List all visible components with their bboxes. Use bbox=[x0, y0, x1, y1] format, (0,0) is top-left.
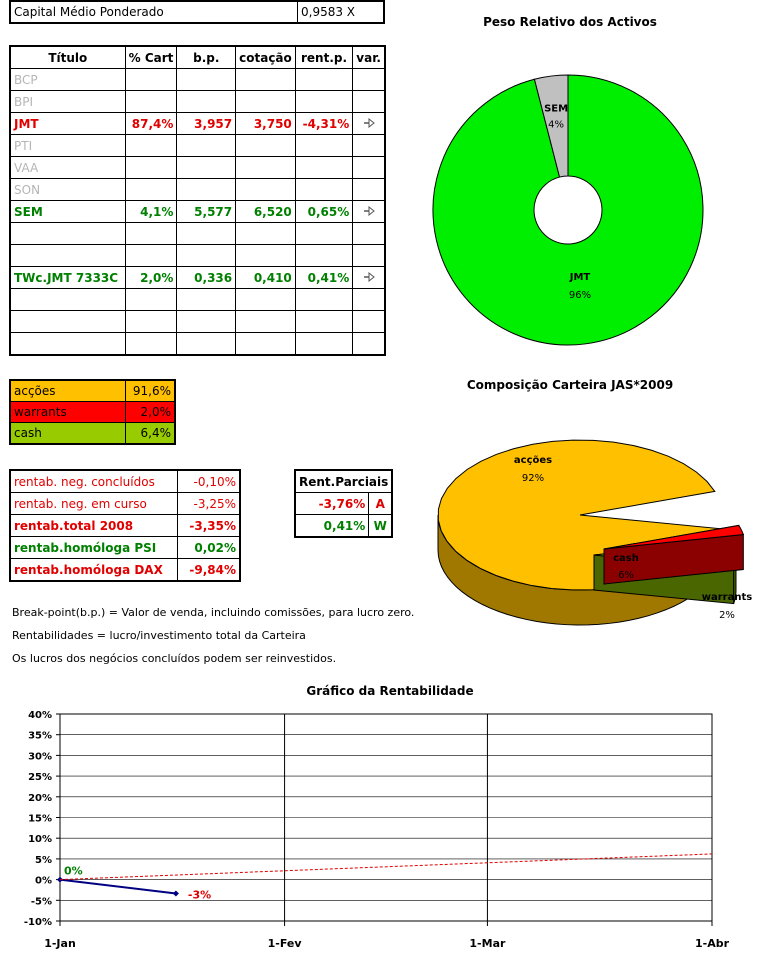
asset-cart bbox=[125, 223, 177, 245]
asset-name bbox=[10, 223, 125, 245]
pie3d-label-warrants: warrants bbox=[701, 592, 753, 603]
asset-cotacao bbox=[236, 91, 296, 113]
asset-name bbox=[10, 245, 125, 267]
parciais-value: 0,41% bbox=[295, 515, 369, 538]
y-tick-label: 5% bbox=[35, 854, 52, 866]
asset-name bbox=[10, 333, 125, 356]
y-tick-label: 15% bbox=[28, 813, 52, 825]
parciais-tag: A bbox=[369, 493, 393, 515]
asset-cotacao: 0,410 bbox=[236, 267, 296, 289]
col-titulo: Título bbox=[10, 46, 125, 69]
asset-rent bbox=[295, 179, 353, 201]
asset-rent bbox=[295, 91, 353, 113]
asset-cotacao bbox=[236, 179, 296, 201]
asset-var bbox=[353, 135, 385, 157]
col-bp: b.p. bbox=[177, 46, 236, 69]
x-tick-label: 1-Jan bbox=[44, 937, 76, 950]
asset-bp bbox=[177, 333, 236, 356]
asset-bp: 0,336 bbox=[177, 267, 236, 289]
slice-label-jmt: JMT bbox=[569, 272, 591, 283]
table-row bbox=[10, 333, 385, 356]
composition-row bbox=[10, 380, 175, 402]
y-tick-label: 20% bbox=[28, 792, 52, 804]
table-row bbox=[10, 135, 385, 157]
slice-value-jmt: 96% bbox=[568, 290, 592, 301]
asset-cotacao bbox=[236, 223, 296, 245]
table-row bbox=[10, 113, 385, 135]
table-row bbox=[10, 223, 385, 245]
composition-row bbox=[10, 402, 175, 423]
asset-cotacao bbox=[236, 245, 296, 267]
rentab-row bbox=[10, 559, 240, 582]
point-label: -3% bbox=[187, 888, 212, 902]
composition-label: cash bbox=[10, 423, 126, 445]
col-var: var. bbox=[353, 46, 385, 69]
y-tick-label: -5% bbox=[30, 896, 52, 908]
asset-bp bbox=[177, 157, 236, 179]
pie-3d-chart bbox=[400, 400, 762, 630]
pie3d-label-accoes: acções bbox=[513, 455, 553, 466]
asset-rent bbox=[295, 289, 353, 311]
table-row bbox=[10, 245, 385, 267]
asset-cart bbox=[125, 311, 177, 333]
table-row bbox=[10, 201, 385, 223]
rentab-label: rentab.total 2008 bbox=[10, 515, 178, 537]
capital-value: 0,9583 X bbox=[298, 1, 385, 23]
asset-bp: 5,577 bbox=[177, 201, 236, 223]
asset-name: PTI bbox=[10, 135, 125, 157]
pie3d-value-accoes: 92% bbox=[521, 473, 545, 484]
parciais-table bbox=[294, 469, 393, 538]
table-row bbox=[10, 157, 385, 179]
point-label: 0% bbox=[64, 864, 83, 878]
parciais-row bbox=[295, 515, 392, 538]
y-tick-label: 0% bbox=[35, 875, 52, 887]
y-tick-label: 25% bbox=[28, 772, 52, 784]
asset-name: BPI bbox=[10, 91, 125, 113]
asset-cart: 4,1% bbox=[125, 201, 177, 223]
asset-rent bbox=[295, 245, 353, 267]
asset-var bbox=[353, 69, 385, 91]
y-tick-label: 30% bbox=[28, 751, 52, 763]
composition-value: 2,0% bbox=[126, 402, 176, 423]
asset-cart: 87,4% bbox=[125, 113, 177, 135]
asset-bp bbox=[177, 91, 236, 113]
line-chart bbox=[0, 700, 762, 962]
composition-label: warrants bbox=[10, 402, 126, 423]
asset-cart bbox=[125, 157, 177, 179]
asset-name: BCP bbox=[10, 69, 125, 91]
asset-cart bbox=[125, 245, 177, 267]
asset-var bbox=[353, 245, 385, 267]
pie3d-label-cash: cash bbox=[613, 553, 639, 564]
x-tick-label: 1-Abr bbox=[694, 937, 730, 950]
rentab-label: rentab. neg. concluídos bbox=[10, 470, 178, 493]
asset-bp bbox=[177, 69, 236, 91]
asset-var bbox=[353, 91, 385, 113]
chart3-title: Gráfico da Rentabilidade bbox=[306, 684, 474, 698]
asset-bp bbox=[177, 223, 236, 245]
asset-rent bbox=[295, 333, 353, 356]
asset-rent bbox=[295, 135, 353, 157]
rentab-row bbox=[10, 515, 240, 537]
asset-cotacao bbox=[236, 135, 296, 157]
asset-var bbox=[353, 201, 385, 223]
asset-rent: 0,41% bbox=[295, 267, 353, 289]
x-tick-label: 1-Fev bbox=[267, 937, 302, 950]
y-tick-label: 10% bbox=[28, 834, 52, 846]
pie3d-value-cash: 6% bbox=[618, 570, 634, 581]
asset-rent bbox=[295, 311, 353, 333]
right-arrow-icon bbox=[363, 118, 375, 128]
note-breakpoint: Break-point(b.p.) = Valor de venda, incluindo comissões, para lucro zero. bbox=[12, 606, 415, 619]
assets-body bbox=[10, 69, 385, 356]
doughnut-chart bbox=[400, 40, 740, 360]
rentab-label: rentab.homóloga DAX bbox=[10, 559, 178, 582]
asset-var bbox=[353, 157, 385, 179]
asset-cotacao: 6,520 bbox=[236, 201, 296, 223]
asset-rent: 0,65% bbox=[295, 201, 353, 223]
capital-label: Capital Médio Ponderado bbox=[10, 1, 298, 23]
asset-name bbox=[10, 289, 125, 311]
table-row bbox=[10, 69, 385, 91]
note-rentabilidades: Rentabilidades = lucro/investimento total da Carteira bbox=[12, 629, 306, 642]
rentab-row bbox=[10, 493, 240, 515]
asset-var bbox=[353, 267, 385, 289]
pie3d-value-warrants: 2% bbox=[719, 610, 735, 621]
asset-cart bbox=[125, 91, 177, 113]
note-lucros: Os lucros dos negócios concluídos podem ser reinvestidos. bbox=[12, 652, 337, 665]
col-cotacao: cotação bbox=[236, 46, 296, 69]
asset-cart bbox=[125, 179, 177, 201]
rentab-value: -0,10% bbox=[178, 470, 241, 493]
asset-var bbox=[353, 333, 385, 356]
right-arrow-icon bbox=[363, 272, 375, 282]
composition-row bbox=[10, 423, 175, 445]
asset-var bbox=[353, 311, 385, 333]
rentab-value: -3,35% bbox=[178, 515, 241, 537]
asset-name: TWc.JMT 7333C bbox=[10, 267, 125, 289]
asset-cotacao: 3,750 bbox=[236, 113, 296, 135]
asset-cart: 2,0% bbox=[125, 267, 177, 289]
asset-rent: -4,31% bbox=[295, 113, 353, 135]
asset-var bbox=[353, 223, 385, 245]
table-row bbox=[10, 267, 385, 289]
y-tick-label: -10% bbox=[23, 917, 52, 928]
parciais-tag: W bbox=[369, 515, 393, 538]
asset-cotacao bbox=[236, 157, 296, 179]
table-row bbox=[10, 91, 385, 113]
asset-cotacao bbox=[236, 69, 296, 91]
asset-bp bbox=[177, 311, 236, 333]
composition-table bbox=[9, 379, 176, 445]
x-tick-label: 1-Mar bbox=[469, 937, 506, 950]
parciais-value: -3,76% bbox=[295, 493, 369, 515]
asset-cart bbox=[125, 135, 177, 157]
asset-cart bbox=[125, 69, 177, 91]
asset-var bbox=[353, 179, 385, 201]
chart2-title: Composição Carteira JAS*2009 bbox=[466, 378, 674, 392]
asset-bp bbox=[177, 179, 236, 201]
asset-rent bbox=[295, 223, 353, 245]
asset-rent bbox=[295, 157, 353, 179]
asset-bp bbox=[177, 289, 236, 311]
asset-cotacao bbox=[236, 289, 296, 311]
asset-cotacao bbox=[236, 333, 296, 356]
rentab-label: rentab. neg. em curso bbox=[10, 493, 178, 515]
rentab-table bbox=[9, 469, 241, 582]
asset-bp: 3,957 bbox=[177, 113, 236, 135]
asset-var bbox=[353, 113, 385, 135]
asset-name bbox=[10, 311, 125, 333]
composition-value: 91,6% bbox=[126, 380, 176, 402]
asset-name: JMT bbox=[10, 113, 125, 135]
slice-value-sem: 4% bbox=[548, 119, 565, 131]
asset-name: VAA bbox=[10, 157, 125, 179]
composition-value: 6,4% bbox=[126, 423, 176, 445]
asset-cotacao bbox=[236, 311, 296, 333]
rentab-label: rentab.homóloga PSI bbox=[10, 537, 178, 559]
asset-name: SEM bbox=[10, 201, 125, 223]
asset-cart bbox=[125, 289, 177, 311]
rentab-value: 0,02% bbox=[178, 537, 241, 559]
asset-var bbox=[353, 289, 385, 311]
rentab-row bbox=[10, 537, 240, 559]
chart1-title: Peso Relativo dos Activos bbox=[483, 15, 657, 29]
rentab-row bbox=[10, 470, 240, 493]
col-cart: % Cart bbox=[125, 46, 177, 69]
rentab-value: -9,84% bbox=[178, 559, 241, 582]
table-row bbox=[10, 311, 385, 333]
parciais-header: Rent.Parciais bbox=[295, 470, 392, 493]
asset-bp bbox=[177, 135, 236, 157]
y-tick-label: 40% bbox=[28, 710, 52, 721]
y-tick-label: 35% bbox=[28, 730, 52, 742]
slice-label-sem: SEM bbox=[544, 103, 569, 115]
asset-cart bbox=[125, 333, 177, 356]
assets-header-row bbox=[10, 46, 385, 69]
asset-name: SON bbox=[10, 179, 125, 201]
table-row bbox=[10, 289, 385, 311]
col-rent: rent.p. bbox=[295, 46, 353, 69]
right-arrow-icon bbox=[363, 206, 375, 216]
assets-table bbox=[9, 45, 386, 356]
table-row bbox=[10, 179, 385, 201]
asset-rent bbox=[295, 69, 353, 91]
capital-box bbox=[9, 0, 385, 24]
rentab-value: -3,25% bbox=[178, 493, 241, 515]
asset-bp bbox=[177, 245, 236, 267]
composition-label: acções bbox=[10, 380, 126, 402]
parciais-row bbox=[295, 493, 392, 515]
